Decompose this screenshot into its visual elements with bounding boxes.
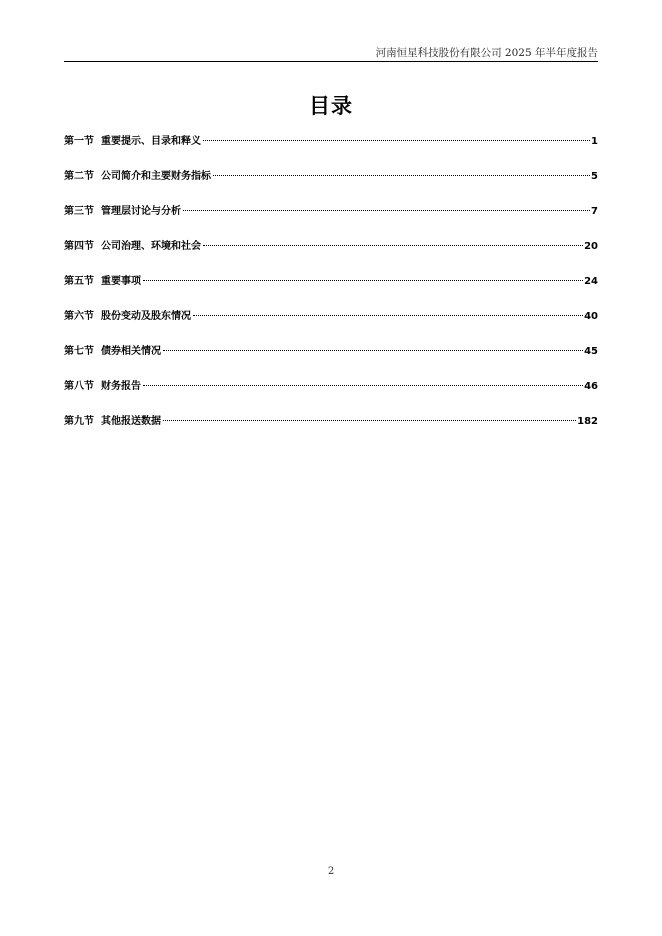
toc-page-number: 1 — [591, 136, 598, 147]
dot-leader — [163, 420, 576, 421]
toc-section-title: 重要提示、目录和释义 — [101, 136, 201, 147]
toc-section-title: 其他报送数据 — [101, 416, 161, 427]
header-divider — [64, 61, 598, 62]
dot-leader — [203, 140, 590, 141]
toc-section-number: 第一节 — [64, 136, 94, 147]
toc-section-number: 第二节 — [64, 171, 94, 182]
toc-section-number: 第六节 — [64, 311, 94, 322]
toc-section-title: 管理层讨论与分析 — [101, 206, 181, 217]
toc-entry[interactable] — [64, 238, 598, 273]
toc-page-number: 45 — [584, 346, 598, 357]
dot-leader — [143, 385, 583, 386]
toc-section-number: 第九节 — [64, 416, 94, 427]
toc-page-number: 20 — [584, 241, 598, 252]
toc-section-title: 公司治理、环境和社会 — [101, 241, 201, 252]
toc-section-number: 第八节 — [64, 381, 94, 392]
toc-section-title: 重要事项 — [101, 276, 141, 287]
dot-leader — [193, 315, 583, 316]
toc-section-title: 股份变动及股东情况 — [101, 311, 191, 322]
dot-leader — [213, 175, 590, 176]
toc-section-title: 债券相关情况 — [101, 346, 161, 357]
dot-leader — [203, 245, 583, 246]
toc-section-title: 公司简介和主要财务指标 — [101, 171, 211, 182]
toc-entry[interactable] — [64, 308, 598, 343]
page-header: 河南恒星科技股份有限公司 2025 年半年度报告 — [375, 47, 598, 59]
toc-section-number: 第三节 — [64, 206, 94, 217]
toc-section-title: 财务报告 — [101, 381, 141, 392]
toc-page-number: 7 — [591, 206, 598, 217]
toc-entry[interactable] — [64, 133, 598, 168]
table-of-contents — [64, 133, 598, 448]
toc-page-number: 46 — [584, 381, 598, 392]
toc-entry[interactable] — [64, 343, 598, 378]
toc-section-number: 第四节 — [64, 241, 94, 252]
toc-section-number: 第七节 — [64, 346, 94, 357]
toc-page-number: 24 — [584, 276, 598, 287]
toc-entry[interactable] — [64, 273, 598, 308]
toc-page-number: 5 — [591, 171, 598, 182]
toc-page-number: 182 — [577, 416, 598, 427]
toc-entry[interactable] — [64, 378, 598, 413]
page-title: 目录 — [309, 94, 353, 118]
dot-leader — [143, 280, 583, 281]
toc-entry[interactable] — [64, 168, 598, 203]
toc-entry[interactable] — [64, 203, 598, 238]
dot-leader — [163, 350, 583, 351]
dot-leader — [183, 210, 590, 211]
toc-section-number: 第五节 — [64, 276, 94, 287]
toc-entry[interactable] — [64, 413, 598, 448]
toc-page-number: 40 — [584, 311, 598, 322]
page-number: 2 — [327, 866, 335, 877]
